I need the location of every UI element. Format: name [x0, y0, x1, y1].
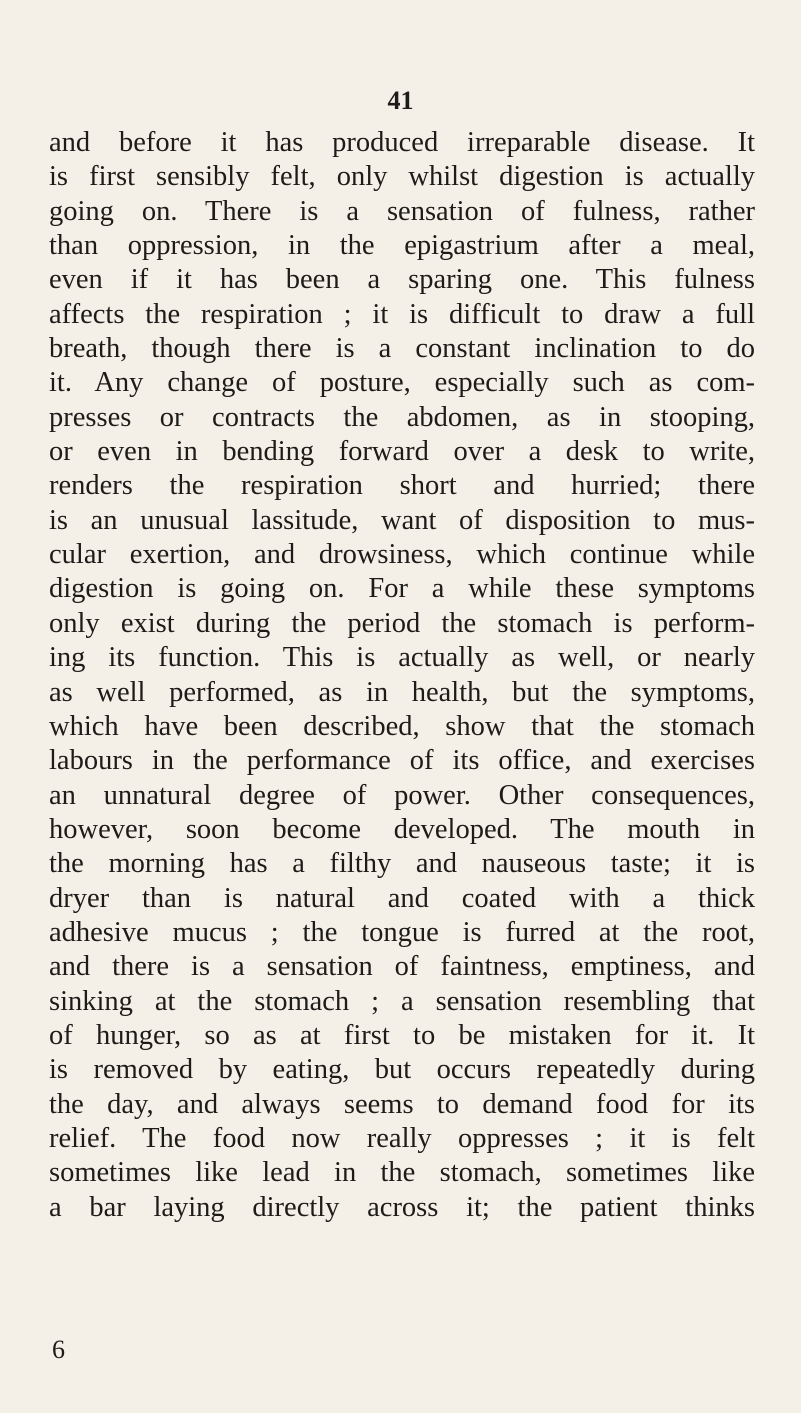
- text-line: breath, though there is a constant inclination to do: [49, 333, 755, 365]
- text-line: is an unusual lassitude, want of disposition to mus-: [49, 504, 755, 536]
- text-line: digestion is going on. For a while these symptoms: [49, 573, 755, 605]
- text-line: sometimes like lead in the stomach, sometimes like: [49, 1157, 755, 1189]
- text-line: cular exertion, and drowsiness, which continue while: [49, 539, 755, 571]
- text-line: adhesive mucus ; the tongue is furred at the root,: [49, 916, 755, 948]
- text-line: of hunger, so as at first to be mistaken for it. It: [49, 1019, 755, 1051]
- text-line: ing its function. This is actually as well, or nearly: [49, 642, 755, 674]
- text-line: even if it has been a sparing one. This fulness: [49, 264, 755, 296]
- text-line: than oppression, in the epigastrium after a meal,: [49, 230, 755, 262]
- text-line: a bar laying directly across it; the patient thinks: [49, 1191, 755, 1223]
- text-line: the morning has a filthy and nauseous taste; it is: [49, 848, 755, 880]
- text-line: and before it has produced irreparable disease. It: [49, 127, 755, 158]
- text-line: however, soon become developed. The mouth in: [49, 813, 755, 845]
- text-line: labours in the performance of its office, and exercises: [49, 745, 755, 777]
- text-line: presses or contracts the abdomen, as in stooping,: [49, 401, 755, 433]
- text-line: which have been described, show that the stomach: [49, 710, 755, 742]
- text-line: only exist during the period the stomach is perform-: [49, 607, 755, 639]
- body-text: [49, 126, 755, 1225]
- text-line: going on. There is a sensation of fulness, rather: [49, 195, 755, 227]
- text-line: is first sensibly felt, only whilst digestion is actually: [49, 161, 755, 193]
- signature-mark: 6: [52, 1335, 65, 1364]
- text-line: as well performed, as in health, but the symptoms,: [49, 676, 755, 708]
- text-line: renders the respiration short and hurried; there: [49, 470, 755, 502]
- page-number: 41: [387, 86, 414, 115]
- text-line: or even in bending forward over a desk to write,: [49, 436, 755, 468]
- text-line: the day, and always seems to demand food for its: [49, 1088, 755, 1120]
- text-line: an unnatural degree of power. Other consequences,: [49, 779, 755, 811]
- text-line: is removed by eating, but occurs repeatedly during: [49, 1054, 755, 1086]
- text-line: dryer than is natural and coated with a thick: [49, 882, 755, 914]
- text-line: relief. The food now really oppresses ; it is felt: [49, 1122, 755, 1154]
- text-line: it. Any change of posture, especially such as com-: [49, 367, 755, 399]
- text-line: sinking at the stomach ; a sensation resembling that: [49, 985, 755, 1017]
- text-line: and there is a sensation of faintness, emptiness, and: [49, 951, 755, 983]
- text-line: affects the respiration ; it is difficult to draw a full: [49, 298, 755, 330]
